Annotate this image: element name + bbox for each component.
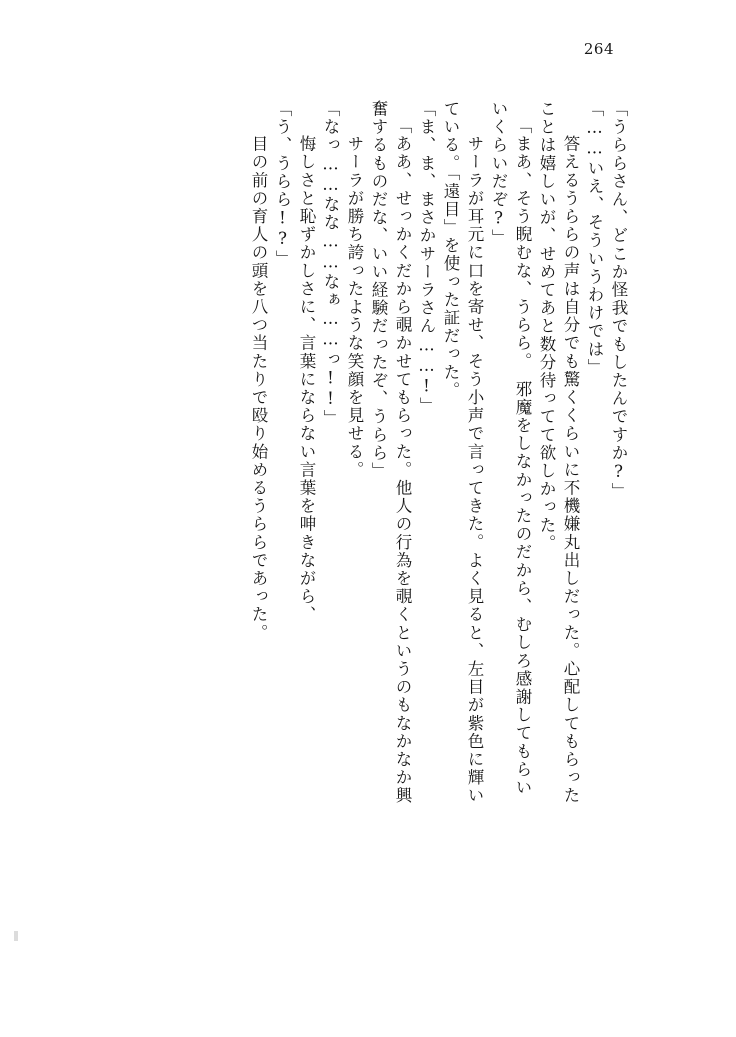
text-line: ことは嬉しいが、せめてあと数分待ってて欲しかった。 [537, 100, 556, 553]
novel-body-text [86, 100, 628, 805]
text-line: いくらいだぞ?」 [489, 100, 508, 248]
text-line: 「まあ、そう睨むな、うらら。 邪魔をしなかったのだから、むしろ感謝してもらい [513, 117, 532, 797]
text-line: 奮するものだな、いい経験だったぞ、うらら」 [369, 100, 388, 481]
page-edge-mark [14, 931, 18, 941]
text-line: 「なっ……なな……なぁ……っ!!」 [321, 100, 340, 428]
text-line: 「ま、ま、まさかサーラさん……!」 [417, 100, 436, 416]
text-line: サーラが勝ち誇ったような笑顔を見せる。 [345, 117, 364, 479]
text-line: 「うららさん、どこか怪我でもしたんですか?」 [609, 100, 628, 501]
text-line: サーラが耳元に口を寄せ、そう小声で言ってきた。よく見ると、左目が紫色に輝い [465, 117, 484, 805]
text-line: 「ああ、せっかくだから覗かせてもらった。他人の行為を覗くというのもなかなか興 [393, 117, 412, 805]
text-line: 答えるうららの声は自分でも驚くくらいに不機嫌丸出しだった。心配してもらった [561, 117, 580, 805]
text-line: ている。「遠目」を使った証だった。 [441, 100, 460, 400]
text-line: 「う、うらら!?」 [273, 100, 292, 268]
text-line: 目の前の育人の頭を八つ当たりで殴り始めるうららであった。 [249, 117, 268, 642]
text-line: 「……いえ、そういうわけでは」 [585, 100, 604, 377]
text-line: 悔しさと恥ずかしさに、言葉にならない言葉を呻きながら、 [297, 117, 316, 624]
page-number: 264 [583, 40, 614, 58]
